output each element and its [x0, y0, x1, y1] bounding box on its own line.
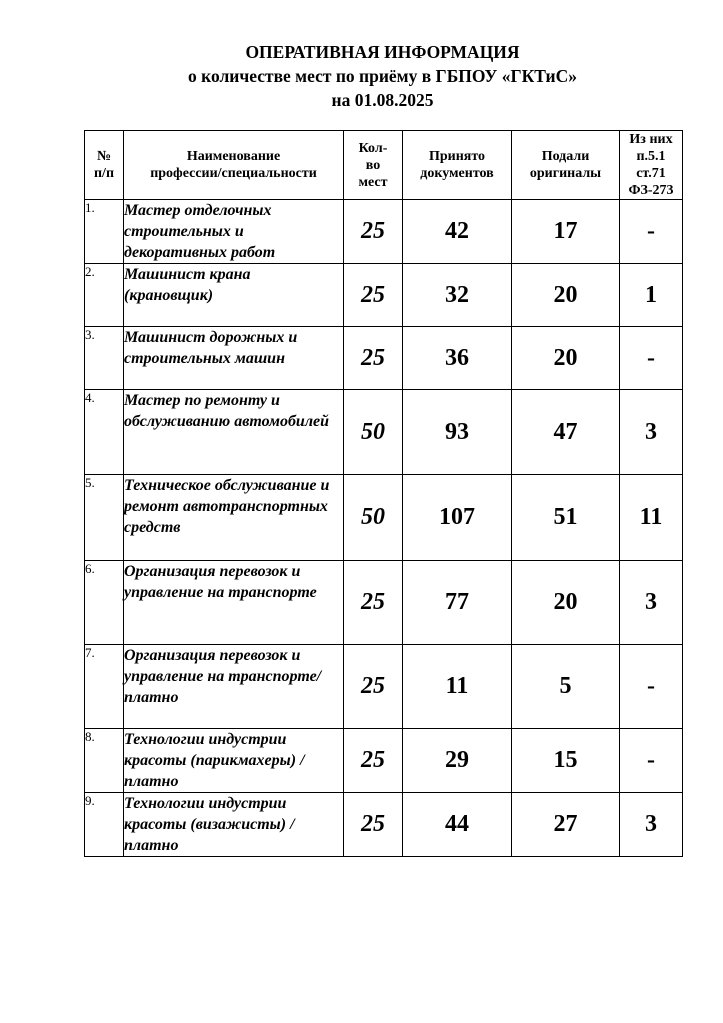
note-count: -: [620, 327, 683, 390]
column-header-originals: Подали оригиналы: [512, 131, 620, 200]
program-name: Организация перевозок и управление на транспорте: [124, 561, 344, 645]
document-subtitle: о количестве мест по приёму в ГБПОУ «ГКТиС»: [187, 66, 578, 86]
table-row: [85, 200, 683, 264]
admissions-table: [84, 130, 683, 857]
note-count: 3: [620, 561, 683, 645]
places-count: 25: [344, 645, 403, 729]
accepted-count: 93: [403, 390, 512, 475]
table-row: [85, 264, 683, 327]
accepted-count: 44: [403, 793, 512, 857]
places-count: 25: [344, 729, 403, 793]
places-count: 50: [344, 390, 403, 475]
program-name: Организация перевозок и управление на транспорте/платно: [124, 645, 344, 729]
row-number: 5.: [85, 475, 124, 561]
table-row: [85, 390, 683, 475]
places-count: 25: [344, 327, 403, 390]
note-count: 11: [620, 475, 683, 561]
note-count: -: [620, 729, 683, 793]
accepted-count: 11: [403, 645, 512, 729]
program-name: Мастер отделочных строительных и декоративных работ: [124, 200, 344, 264]
note-count: 3: [620, 390, 683, 475]
originals-count: 20: [512, 327, 620, 390]
table-row: [85, 561, 683, 645]
places-count: 25: [344, 200, 403, 264]
row-number: 2.: [85, 264, 124, 327]
originals-count: 51: [512, 475, 620, 561]
row-number: 6.: [85, 561, 124, 645]
program-name: Технологии индустрии красоты (парикмахеры) /платно: [124, 729, 344, 793]
table-row: [85, 729, 683, 793]
row-number: 7.: [85, 645, 124, 729]
column-header-number: № п/п: [85, 131, 124, 200]
column-header-name: Наименование профессии/специальности: [124, 131, 344, 200]
table-row: [85, 793, 683, 857]
program-name: Техническое обслуживание и ремонт автотранспортных средств: [124, 475, 344, 561]
places-count: 25: [344, 264, 403, 327]
table-row: [85, 327, 683, 390]
row-number: 4.: [85, 390, 124, 475]
column-header-note: Из них п.5.1 ст.71 ФЗ-273: [620, 131, 683, 200]
column-header-places: Кол- во мест: [344, 131, 403, 200]
accepted-count: 36: [403, 327, 512, 390]
table-row: [85, 475, 683, 561]
originals-count: 20: [512, 264, 620, 327]
program-name: Мастер по ремонту и обслуживанию автомобилей: [124, 390, 344, 475]
program-name: Технологии индустрии красоты (визажисты) /платно: [124, 793, 344, 857]
table-row: [85, 645, 683, 729]
program-name: Машинист дорожных и строительных машин: [124, 327, 344, 390]
places-count: 50: [344, 475, 403, 561]
document-date: на 01.08.2025: [331, 90, 434, 110]
accepted-count: 42: [403, 200, 512, 264]
originals-count: 5: [512, 645, 620, 729]
document-title: ОПЕРАТИВНАЯ ИНФОРМАЦИЯ: [245, 42, 520, 62]
originals-count: 17: [512, 200, 620, 264]
note-count: -: [620, 645, 683, 729]
row-number: 9.: [85, 793, 124, 857]
accepted-count: 32: [403, 264, 512, 327]
accepted-count: 77: [403, 561, 512, 645]
accepted-count: 29: [403, 729, 512, 793]
places-count: 25: [344, 561, 403, 645]
note-count: 1: [620, 264, 683, 327]
note-count: -: [620, 200, 683, 264]
originals-count: 47: [512, 390, 620, 475]
note-count: 3: [620, 793, 683, 857]
row-number: 1.: [85, 200, 124, 264]
originals-count: 27: [512, 793, 620, 857]
column-header-accepted: Принято документов: [403, 131, 512, 200]
row-number: 8.: [85, 729, 124, 793]
table-header-row: [85, 131, 683, 200]
originals-count: 15: [512, 729, 620, 793]
originals-count: 20: [512, 561, 620, 645]
document-header: [0, 40, 723, 112]
row-number: 3.: [85, 327, 124, 390]
program-name: Машинист крана (крановщик): [124, 264, 344, 327]
places-count: 25: [344, 793, 403, 857]
accepted-count: 107: [403, 475, 512, 561]
